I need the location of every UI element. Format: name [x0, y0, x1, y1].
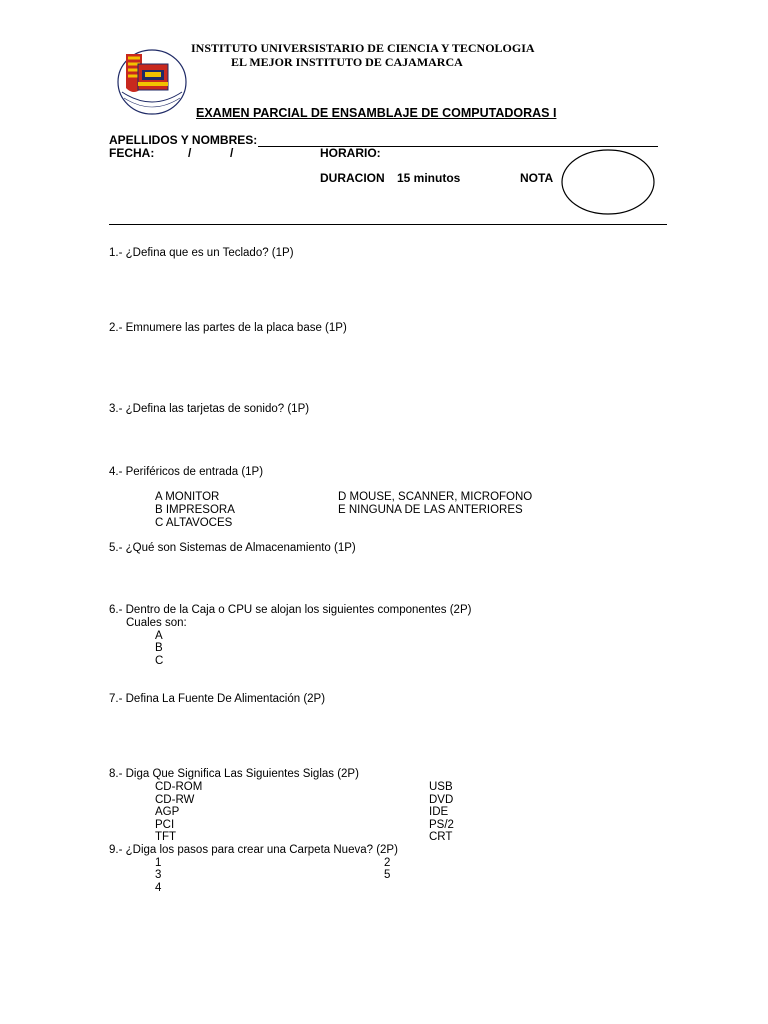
q9-step-1: 1: [155, 857, 162, 869]
date-separator-1: /: [188, 146, 192, 160]
question-6: 6.- Dentro de la Caja o CPU se alojan los siguientes componentes (2P): [109, 604, 472, 616]
question-3: 3.- ¿Defina las tarjetas de sonido? (1P): [109, 403, 310, 415]
q6-item-c: C: [155, 655, 164, 667]
exam-title: EXAMEN PARCIAL DE ENSAMBLAJE DE COMPUTADORAS I: [196, 106, 557, 120]
grade-label: NOTA: [520, 171, 554, 185]
question-4: 4.- Periféricos de entrada (1P): [109, 466, 264, 478]
q8-acronym-agp: AGP: [155, 806, 180, 818]
q8-acronym-ps2: PS/2: [429, 819, 454, 831]
question-5: 5.- ¿Qué son Sistemas de Almacenamiento (1P): [109, 542, 356, 554]
q4-option-b: B IMPRESORA: [155, 504, 235, 516]
name-field-line[interactable]: [258, 146, 658, 147]
q8-acronym-tft: TFT: [155, 831, 177, 843]
question-1: 1.- ¿Defina que es un Teclado? (1P): [109, 247, 294, 259]
date-separator-2: /: [230, 146, 234, 160]
q4-option-e: E NINGUNA DE LAS ANTERIORES: [338, 504, 523, 516]
q6-item-b: B: [155, 642, 163, 654]
institute-name: INSTITUTO UNIVERSISTARIO DE CIENCIA Y TECNOLOGIA: [191, 41, 535, 55]
q9-step-2: 2: [384, 857, 391, 869]
q6-item-a: A: [155, 630, 163, 642]
duration-value: 15 minutos: [397, 171, 461, 185]
q4-option-d: D MOUSE, SCANNER, MICROFONO: [338, 491, 533, 503]
q4-option-c: C ALTAVOCES: [155, 517, 233, 529]
question-9: 9.- ¿Diga los pasos para crear una Carpeta Nueva? (2P): [109, 844, 398, 856]
name-label: APELLIDOS Y NOMBRES:: [109, 133, 258, 147]
q9-step-3: 3: [155, 869, 162, 881]
q8-acronym-cdrom: CD-ROM: [155, 781, 203, 793]
q4-option-a: A MONITOR: [155, 491, 220, 503]
q8-acronym-ide: IDE: [429, 806, 449, 818]
date-label: FECHA:: [109, 146, 155, 160]
university-crest-icon: [108, 42, 188, 118]
question-8: 8.- Diga Que Significa Las Siguientes Siglas (2P): [109, 768, 359, 780]
header-divider: [109, 224, 667, 225]
institute-slogan: EL MEJOR INSTITUTO DE CAJAMARCA: [231, 55, 463, 69]
q8-acronym-usb: USB: [429, 781, 453, 793]
q8-acronym-dvd: DVD: [429, 794, 454, 806]
q9-step-5: 5: [384, 869, 391, 881]
question-2: 2.- Emnumere las partes de la placa base (1P): [109, 322, 347, 334]
schedule-label: HORARIO:: [320, 146, 381, 160]
q9-step-4: 4: [155, 882, 162, 894]
q6-subtitle: Cuales son:: [126, 617, 187, 629]
q8-acronym-crt: CRT: [429, 831, 453, 843]
question-7: 7.- Defina La Fuente De Alimentación (2P): [109, 693, 326, 705]
grade-circle: [561, 149, 655, 215]
q8-acronym-pci: PCI: [155, 819, 175, 831]
q8-acronym-cdrw: CD-RW: [155, 794, 195, 806]
duration-label: DURACION: [320, 171, 385, 185]
